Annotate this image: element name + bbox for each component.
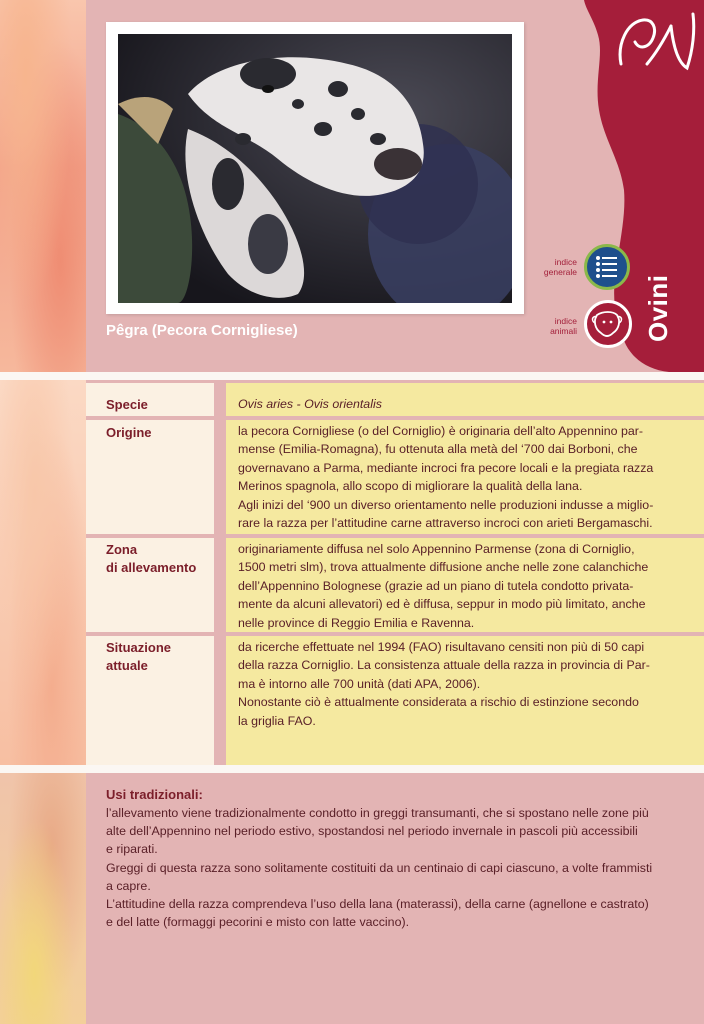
- text-line: rare la razza per l’attitudine carne attraverso incroci con arieti Bergamaschi.: [238, 516, 653, 531]
- sheep-photo: [118, 34, 512, 303]
- watercolor-decoration-bottom: [0, 773, 86, 1024]
- text-line: Ovis aries - Ovis orientalis: [238, 397, 382, 411]
- text-line: la pecora Cornigliese (o del Corniglio) è originaria dell’alto Appennino par-: [238, 424, 643, 438]
- header-panel: [86, 0, 704, 372]
- label-origine: Origine: [106, 425, 152, 440]
- text-line: Greggi di questa razza sono solitamente costituiti da un centinaio di capi ciascuno, a volte frammisti: [106, 860, 653, 875]
- traditional-uses-title: Usi tradizionali:: [106, 787, 203, 802]
- text-line: governavano a Parma, mediante incroci fra pecore locali e la pregiata razza: [238, 460, 654, 475]
- text-line: e del latte (formaggi pecorini e misto con latte vaccino).: [106, 915, 410, 930]
- link-general-label[interactable]: [527, 257, 577, 277]
- label-specie: Specie: [106, 397, 148, 412]
- text-line: mense (Emilia-Romagna), fu ottenuta alla metà del ‘700 dai Borboni, che: [238, 442, 638, 457]
- text-line: alte dell’Appennino nel periodo estivo, spostandosi nel periodo invernale in pascoli più accessibili: [106, 824, 638, 839]
- text-zona: [238, 540, 692, 632]
- watercolor-decoration-middle: [0, 380, 86, 765]
- watercolor-decoration-top: [0, 0, 86, 372]
- text-line: L’attitudine della razza comprendeva l’uso della lana (materassi), della carne (agnellone e castrato): [106, 897, 649, 912]
- text-line: originariamente diffusa nel solo Appennino Parmense (zona di Corniglio,: [238, 542, 635, 556]
- text-line: ma è intorno alle 700 unità (dati APA, 2006).: [238, 676, 481, 691]
- text-line: 1500 metri slm), trova attualmente diffusione anche nelle zone calanchiche: [238, 560, 649, 575]
- text-line: Nonostante ciò è attualmente considerata a rischio di estinzione secondo: [238, 695, 639, 710]
- list-icon[interactable]: [584, 244, 630, 290]
- text-origine: [238, 422, 692, 532]
- info-table: [86, 380, 704, 765]
- sheep-head-icon[interactable]: [584, 300, 632, 348]
- section-label-ovini: Ovini: [643, 274, 673, 342]
- traditional-uses-text: [106, 804, 696, 931]
- text-line: e riparati.: [106, 842, 158, 857]
- sheep-image: [118, 34, 512, 303]
- label-situazione: Situazione attuale: [106, 640, 172, 673]
- photo-frame: [106, 22, 524, 314]
- text-line: mente da alcuni allevatori) ed è diffusa, seppur in modo più limitato, anche: [238, 597, 646, 612]
- text-line: l’allevamento viene tradizionalmente condotto in greggi transumanti, che si spostano nelle zone più: [106, 806, 649, 820]
- text-line: a capre.: [106, 878, 151, 893]
- text-line: dell’Appennino Bolognese (grazie ad un piano di tutela condotto privata-: [238, 578, 634, 593]
- traditional-uses-panel: [86, 773, 704, 1024]
- text-line: la griglia FAO.: [238, 713, 316, 728]
- text-specie: [238, 395, 692, 413]
- text-line: della razza Corniglio. La consistenza attuale della razza in provincia di Par-: [238, 658, 650, 673]
- link-animals-label[interactable]: [527, 316, 577, 336]
- link-animals-text: indice animali: [550, 316, 577, 336]
- label-zona: Zona di allevamento: [106, 542, 197, 575]
- page-title: Pêgra (Pecora Cornigliese): [106, 322, 298, 339]
- link-general-text: indice generale: [543, 257, 577, 277]
- text-line: Agli inizi del ‘900 un diverso orientamento nelle produzioni indusse a miglio-: [238, 497, 654, 512]
- logo-icon: [613, 4, 701, 86]
- text-line: nelle province di Reggio Emilia e Ravenna.: [238, 615, 475, 630]
- text-situazione: [238, 638, 692, 730]
- text-line: da ricerche effettuate nel 1994 (FAO) risultavano censiti non più di 50 capi: [238, 640, 645, 654]
- text-line: Merinos spagnola, allo scopo di migliorare la qualità della lana.: [238, 479, 583, 494]
